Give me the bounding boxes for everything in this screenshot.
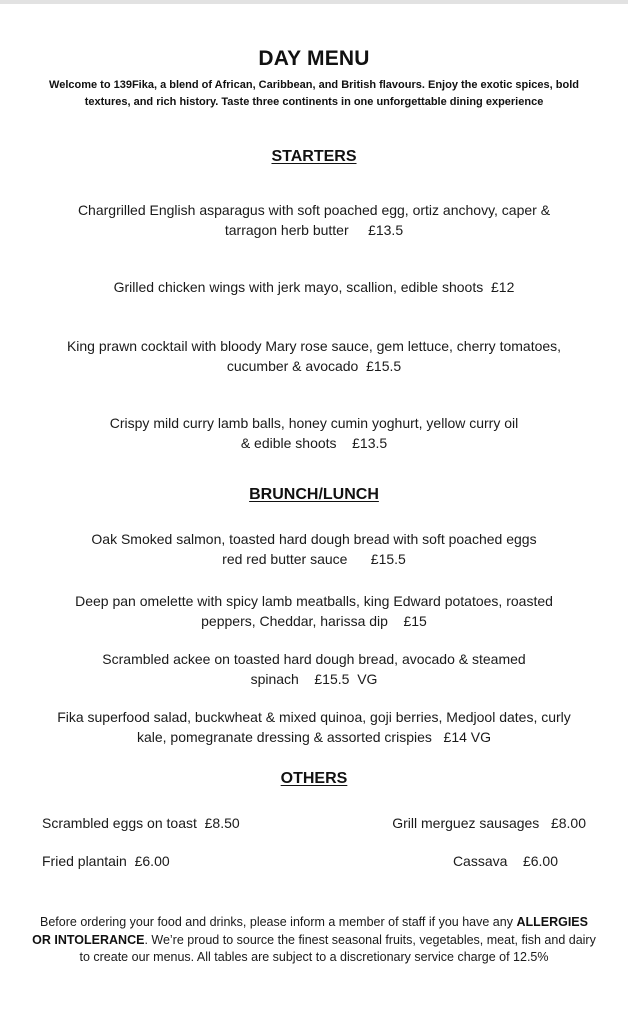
other-item: Grill merguez sausages £8.00 <box>392 815 586 831</box>
menu-item <box>20 592 608 631</box>
other-item: Cassava £6.00 <box>452 853 558 869</box>
item-line: tarragon herb butter £13.5 <box>224 221 404 238</box>
top-edge-bar <box>0 0 628 4</box>
item-line: cucumber & avocado £15.5 <box>226 357 402 374</box>
item-line: red red butter sauce £15.5 <box>222 550 406 567</box>
item-line: Deep pan omelette with spicy lamb meatballs, king Edward potatoes, roasted <box>75 593 553 609</box>
item-line: kale, pomegranate dressing & assorted crispies £14 VG <box>136 728 492 745</box>
item-line: spinach £15.5 VG <box>250 670 378 687</box>
item-line: Fika superfood salad, buckwheat & mixed quinoa, goji berries, Medjool dates, curly <box>57 709 571 725</box>
allergy-notice <box>30 914 598 967</box>
item-line: Oak Smoked salmon, toasted hard dough bread with soft poached eggs <box>91 531 537 547</box>
notice-emphasis: ALLERGIES OR INTOLERANCE <box>32 915 588 947</box>
section-heading-starters: STARTERS <box>271 148 357 165</box>
menu-item <box>20 530 608 569</box>
menu-item <box>20 414 608 453</box>
item-line: Grilled chicken wings with jerk mayo, scallion, edible shoots £12 <box>113 279 515 295</box>
notice-text: Before ordering your food and drinks, please inform a member of staff if you have any <box>40 915 517 929</box>
menu-item <box>20 650 608 689</box>
item-line: & edible shoots £13.5 <box>240 434 388 451</box>
section-heading-brunch-lunch: BRUNCH/LUNCH <box>249 486 379 503</box>
other-item: Scrambled eggs on toast £8.50 <box>42 815 240 831</box>
menu-item <box>20 278 608 298</box>
item-line: Crispy mild curry lamb balls, honey cumin yoghurt, yellow curry oil <box>109 415 519 431</box>
notice-text: . We’re proud to source the finest seasonal fruits, vegetables, meat, fish and dairy to create our menus. All tables are subject to a discretionary service charge of 12.5% <box>79 932 596 964</box>
page-title: DAY MENU <box>258 47 370 70</box>
section-heading-others: OTHERS <box>280 770 348 787</box>
item-line: Scrambled ackee on toasted hard dough bread, avocado & steamed <box>102 651 526 667</box>
item-line: Chargrilled English asparagus with soft poached egg, ortiz anchovy, caper & <box>77 202 551 218</box>
menu-item <box>20 337 608 376</box>
menu-item <box>20 201 608 240</box>
item-line: peppers, Cheddar, harissa dip £15 <box>201 612 427 629</box>
other-item: Fried plantain £6.00 <box>42 853 170 869</box>
menu-item <box>20 708 608 747</box>
item-line: King prawn cocktail with bloody Mary rose sauce, gem lettuce, cherry tomatoes, <box>66 338 562 354</box>
intro-text: Welcome to 139Fika, a blend of African, Caribbean, and British flavours. Enjoy the exotic spices, bold textures, and rich history. Taste three continents in one unforgettable dining experience <box>49 79 579 108</box>
